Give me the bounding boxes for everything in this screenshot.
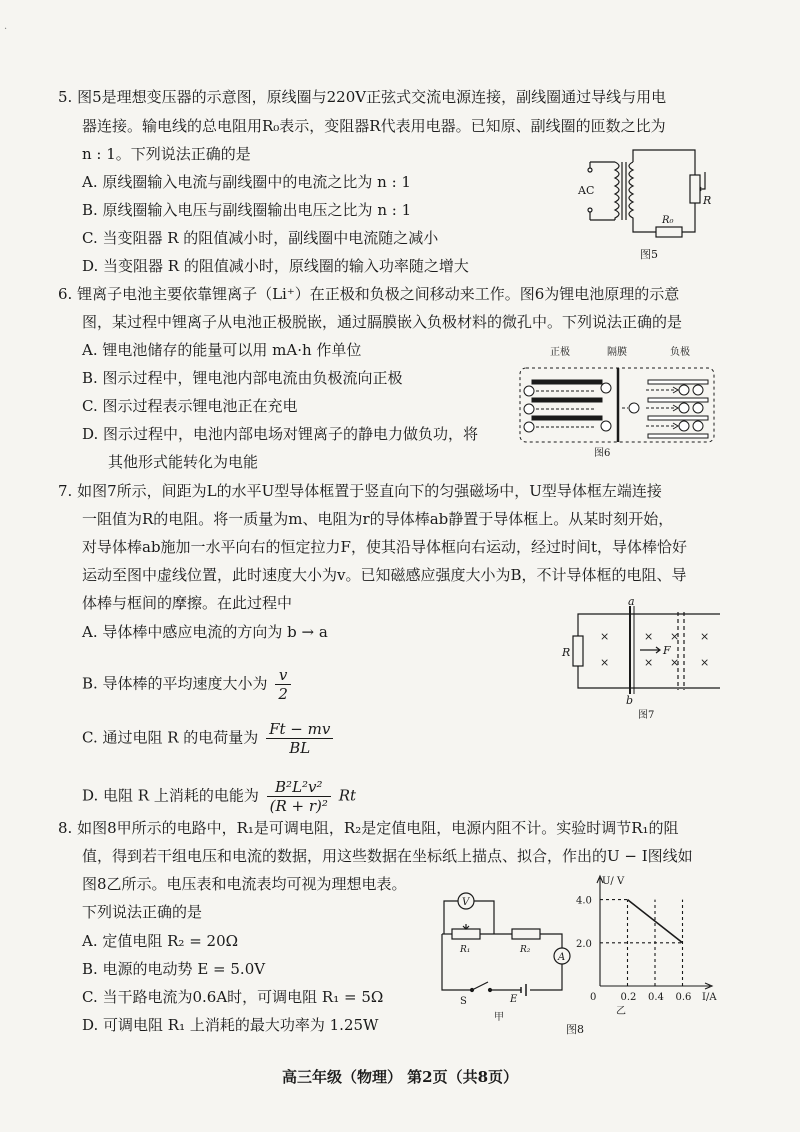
fig7-r-label: R bbox=[562, 646, 571, 659]
fig7-cross: × bbox=[600, 656, 610, 669]
fig8-r1-label: R₁ bbox=[460, 945, 471, 955]
q7-line-1: 7. 如图7所示，间距为L的水平U型导体框置于竖直向下的匀强磁场中，U型导体框左端连接 bbox=[58, 482, 662, 500]
fig7-cross: × bbox=[670, 630, 680, 643]
q7-b-num: v bbox=[275, 666, 291, 685]
x-tick-label: 0.6 bbox=[675, 992, 692, 1003]
figure-7 bbox=[560, 595, 720, 722]
q6-line-1: 6. 锂离子电池主要依靠锂离子（Li⁺）在正极和负极之间移动来工作。图6为锂电池原理的示意 bbox=[58, 285, 680, 303]
q7-d-num: B²L²v² bbox=[267, 778, 331, 797]
fig6-pos-label: 正极 bbox=[550, 347, 570, 358]
q7-option-c-text: C. 通过电阻 R 的电荷量为 bbox=[82, 728, 259, 747]
q8-line-2: 值，得到若干组电压和电流的数据，用这些数据在坐标纸上描点、拟合，作出的U − I图线如 bbox=[82, 847, 693, 865]
x-axis-label: I/A bbox=[702, 992, 717, 1003]
q7-option-a: A. 导体棒中感应电流的方向为 b → a bbox=[82, 623, 328, 641]
q7-c-num: Ft − mv bbox=[266, 720, 333, 739]
q6-option-c: C. 图示过程表示锂电池正在充电 bbox=[82, 397, 298, 415]
figure-8-circuit bbox=[432, 886, 582, 1026]
q5-option-b: B. 原线圈输入电压与副线圈输出电压之比为 n : 1 bbox=[82, 201, 412, 219]
q5-option-a: A. 原线圈输入电流与副线圈中的电流之比为 n : 1 bbox=[82, 173, 411, 191]
y-tick-label: 4.0 bbox=[576, 895, 592, 907]
q5-line-3: n : 1。下列说法正确的是 bbox=[82, 145, 251, 163]
q7-option-c bbox=[82, 720, 336, 757]
page-footer: 高三年级（物理） 第2页（共8页） bbox=[281, 1068, 519, 1086]
fig5-r0-label: R₀ bbox=[662, 215, 674, 226]
fig8-emf-label: E bbox=[510, 994, 518, 1005]
q6-option-d-cont: 其他形式能转化为电能 bbox=[108, 453, 259, 471]
q7-option-b bbox=[82, 666, 294, 703]
fig7-cross: × bbox=[600, 630, 610, 643]
fig8-switch-label: S bbox=[460, 996, 467, 1007]
q6-line-2: 图，某过程中锂离子从电池正极脱嵌，通过膈膜嵌入负极材料的微孔中。下列说法正确的是 bbox=[82, 313, 683, 331]
fig7-cross: × bbox=[644, 630, 654, 643]
q5-line-1: 5. 图5是理想变压器的示意图，原线圈与220V正弦式交流电源连接，副线圈通过导线与用电 bbox=[58, 88, 667, 106]
q7-option-d-text: D. 电阻 R 上消耗的电能为 bbox=[82, 786, 259, 805]
scan-speck: · bbox=[4, 24, 8, 35]
q7-line-2: 一阻值为R的电阻。将一质量为m、电阻为r的导体棒ab静置于导体框上。从某时刻开始， bbox=[82, 510, 674, 528]
fig6-neg-label: 负极 bbox=[670, 347, 690, 358]
figure-8-chart bbox=[572, 872, 732, 1022]
fig7-cross: × bbox=[644, 656, 654, 669]
fig7-cross: × bbox=[700, 630, 710, 643]
q7-option-c-fraction bbox=[266, 720, 333, 757]
fig7-a-label: a bbox=[628, 595, 635, 608]
q7-option-b-text: B. 导体棒的平均速度大小为 bbox=[82, 674, 268, 693]
q8-option-a: A. 定值电阻 R₂ = 20Ω bbox=[82, 932, 239, 950]
q5-option-d: D. 当变阻器 R 的阻值减小时，原线圈的输入功率随之增大 bbox=[82, 257, 469, 275]
fig8-voltmeter-label: V bbox=[462, 897, 470, 908]
y-tick-label: 2.0 bbox=[576, 938, 592, 950]
q7-d-den: (R + r)² bbox=[269, 797, 328, 815]
fig8-yi-label: 乙 bbox=[616, 1006, 626, 1017]
q8-option-c: C. 当干路电流为0.6A时，可调电阻 R₁ = 5Ω bbox=[82, 988, 384, 1006]
fig6-caption: 图6 bbox=[594, 448, 611, 459]
q6-option-b: B. 图示过程中，锂电池内部电流由负极流向正极 bbox=[82, 369, 403, 387]
fig7-f-label: F bbox=[663, 644, 671, 657]
fig8-caption: 图8 bbox=[566, 1023, 584, 1036]
q7-line-5: 体棒与框间的摩擦。在此过程中 bbox=[82, 594, 293, 612]
fig6-sep-label: 隔膜 bbox=[607, 347, 627, 358]
q6-option-d: D. 图示过程中，电池内部电场对锂离子的静电力做负功，将 bbox=[82, 425, 479, 443]
fig7-cross: × bbox=[670, 656, 680, 669]
q8-option-b: B. 电源的电动势 E = 5.0V bbox=[82, 960, 266, 978]
fig7-cross: × bbox=[700, 656, 710, 669]
q7-c-den: BL bbox=[289, 739, 311, 757]
q8-line-4: 下列说法正确的是 bbox=[82, 903, 203, 921]
q8-option-d: D. 可调电阻 R₁ 上消耗的最大功率为 1.25W bbox=[82, 1016, 379, 1034]
q8-line-1: 8. 如图8甲所示的电路中，R₁是可调电阻，R₂是定值电阻，电源内阻不计。实验时调节R₁的阻 bbox=[58, 819, 679, 837]
fig7-caption: 图7 bbox=[638, 710, 655, 721]
fig8-ammeter-label: A bbox=[558, 952, 566, 963]
y-axis bbox=[597, 876, 603, 986]
x-tick-label: 0.4 bbox=[648, 992, 664, 1003]
q7-option-d-fraction bbox=[267, 778, 331, 815]
q6-option-a: A. 锂电池储存的能量可以用 mA·h 作单位 bbox=[82, 341, 362, 359]
q7-b-den: 2 bbox=[278, 685, 288, 703]
q7-line-3: 对导体棒ab施加一水平向右的恒定拉力F，使其沿导体框向右运动，经过时间t，导体棒恰好 bbox=[82, 538, 687, 556]
x-tick-label: 0.2 bbox=[620, 992, 637, 1003]
x-axis bbox=[600, 983, 712, 989]
q7-option-d-post: Rt bbox=[338, 786, 357, 805]
x-tick-label: 0 bbox=[590, 992, 597, 1003]
figure-5 bbox=[570, 140, 720, 270]
fig5-caption: 图5 bbox=[640, 248, 658, 261]
y-axis-label: U/ V bbox=[602, 876, 625, 887]
q5-line-2: 器连接。输电线的总电阻用R₀表示，变阻器R代表用电器。已知原、副线圈的匝数之比为 bbox=[82, 117, 666, 135]
q8-line-3: 图8乙所示。电压表和电流表均可视为理想电表。 bbox=[82, 875, 407, 893]
q7-option-d bbox=[82, 778, 356, 815]
q7-line-4: 运动至图中虚线位置，此时速度大小为v。已知磁感应强度大小为B，不计导体框的电阻、导 bbox=[82, 566, 687, 584]
fig7-b-label: b bbox=[626, 694, 634, 707]
fig5-ac-label: AC bbox=[578, 184, 595, 197]
fig8-jia-label: 甲 bbox=[494, 1012, 504, 1023]
q7-option-b-fraction bbox=[275, 666, 291, 703]
fig5-r-label: R bbox=[703, 194, 712, 207]
q5-option-c: C. 当变阻器 R 的阻值减小时，副线圈中电流随之减小 bbox=[82, 229, 439, 247]
figure-6 bbox=[516, 344, 718, 464]
fig8-r2-label: R₂ bbox=[520, 945, 531, 955]
